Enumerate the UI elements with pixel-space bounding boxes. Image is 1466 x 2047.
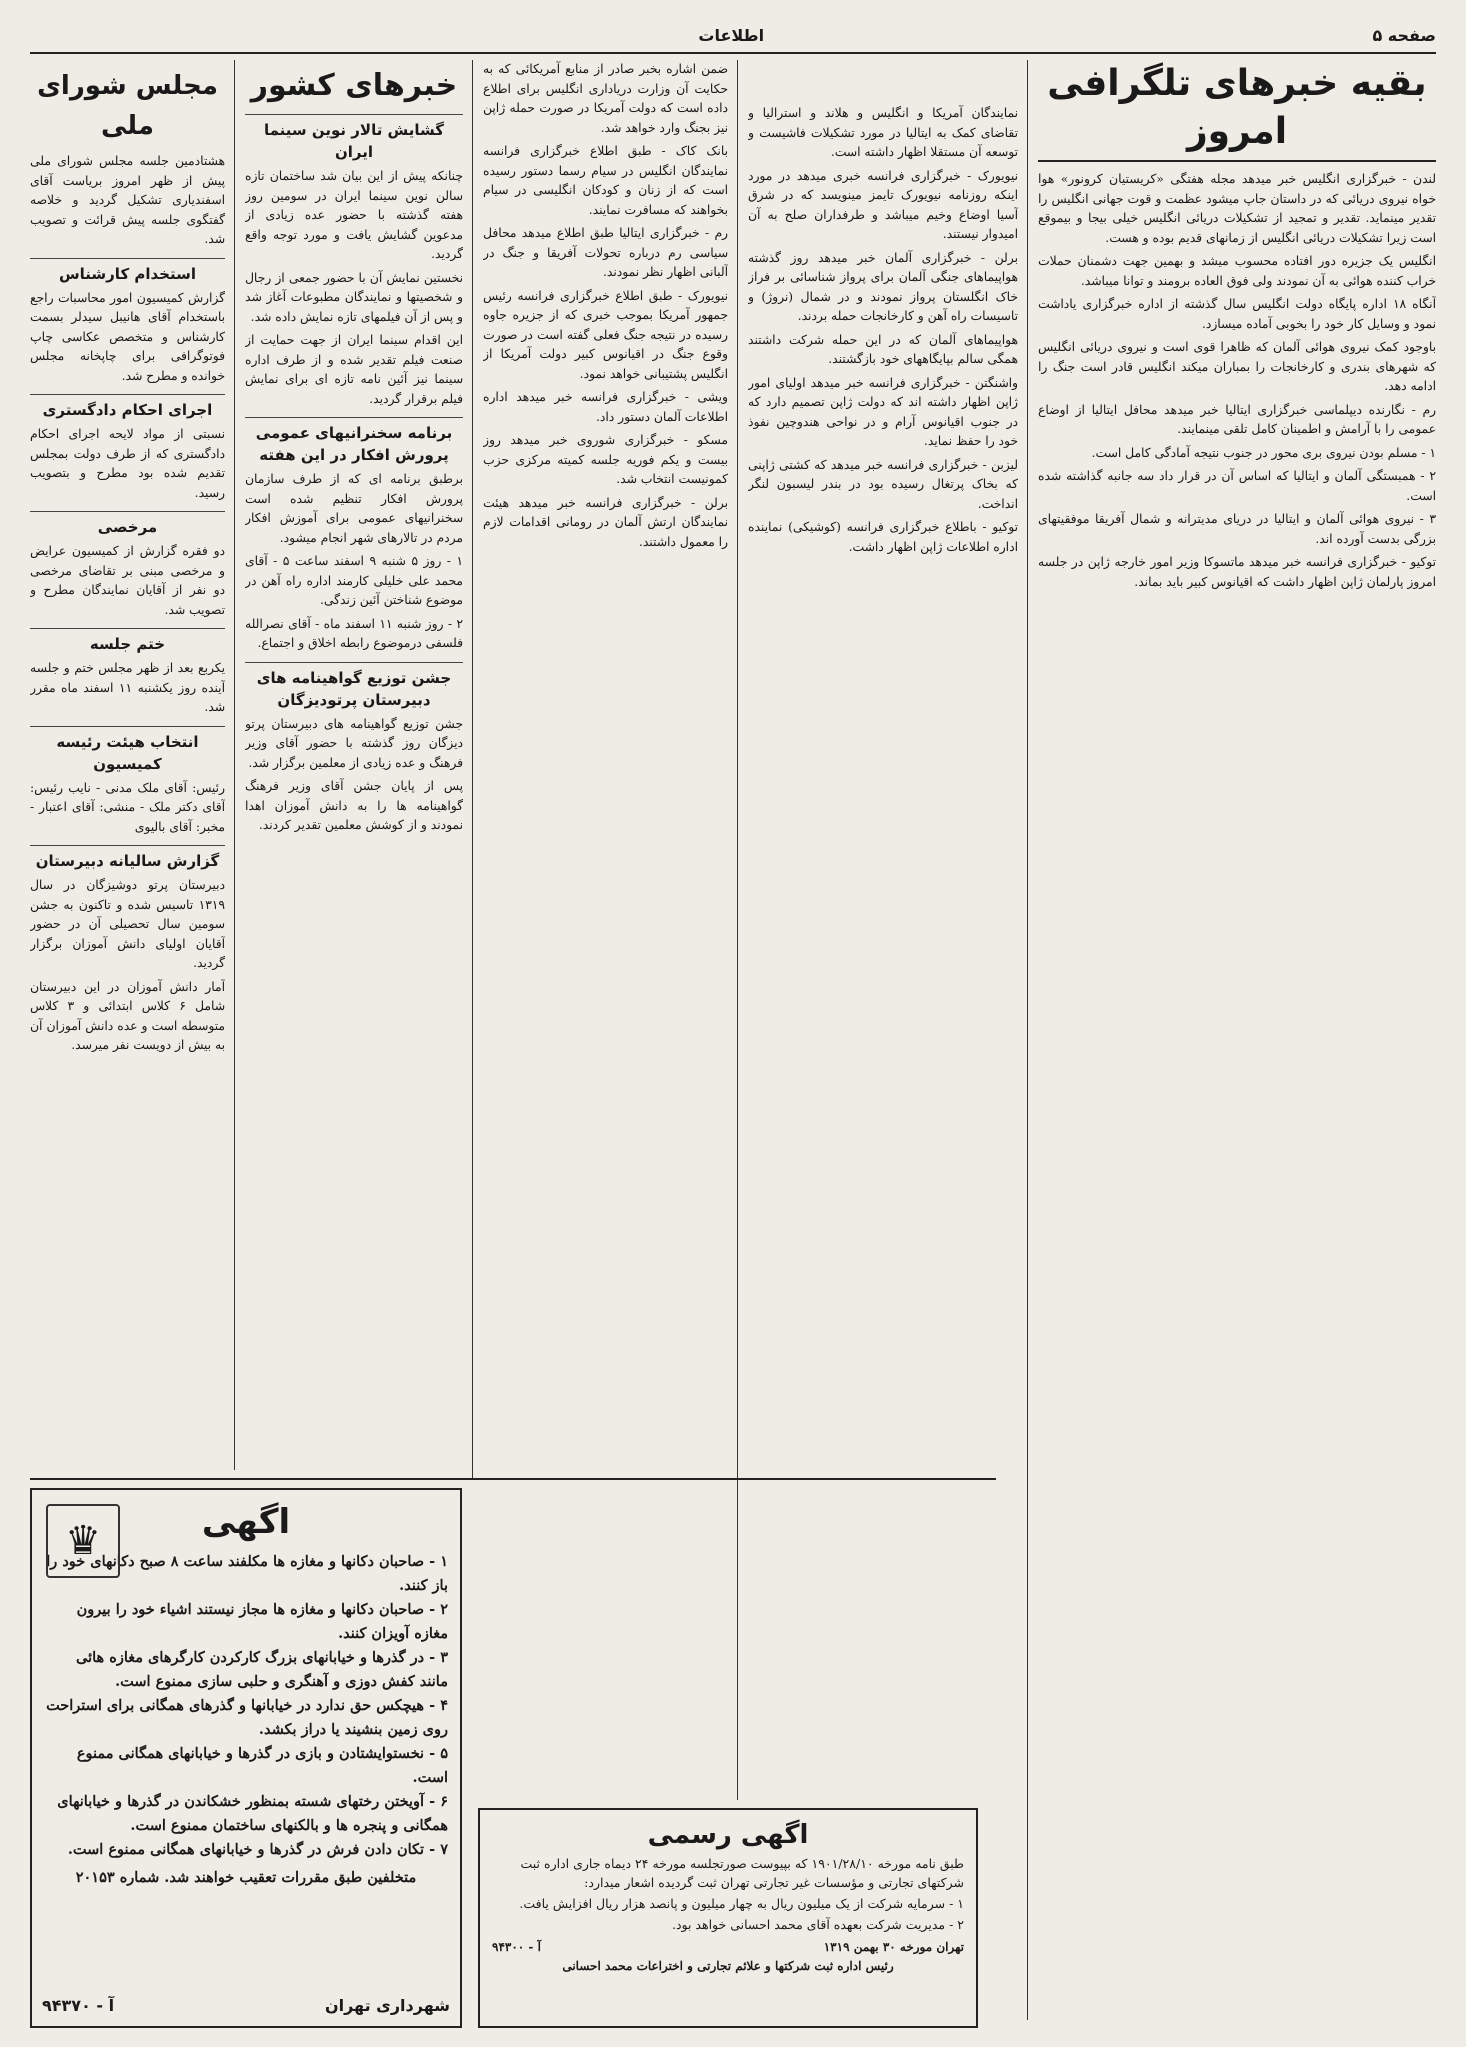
official-notice bbox=[478, 1808, 978, 2028]
column-telegraph-news bbox=[1038, 60, 1436, 1790]
subheading: گشایش تالار نوین سینما ایران bbox=[245, 114, 463, 163]
article-paragraph: دبیرستان پرتو دوشیزگان در سال ۱۳۱۹ تاسیس شده و تاکنون به جشن سومین سال تحصیلی آن در حضور آقایان اولیای دانش آموزان برگزار گردید. bbox=[30, 878, 225, 970]
masthead-bar bbox=[30, 18, 1436, 54]
article-paragraph: برلن - خبرگزاری فرانسه خبر میدهد هیئت نمایندگان ارتش آلمان در رومانی اقدامات لازم را معمول داشتند. bbox=[483, 495, 728, 549]
article-paragraph: دو فقره گزارش از کمیسیون عرایض و مرخصی مبنی بر تقاضای مرخصی دو نفر از آقایان نمایندگان مطرح و تصویب شد. bbox=[30, 544, 225, 617]
notice-item: ۱ - صاحبان دکانها و مغازه ها مکلفند ساعت ۸ صبح دکانهای خود را باز کنند. bbox=[46, 1553, 448, 1594]
article-paragraph: واشنگتن - خبرگزاری فرانسه خبر میدهد اولیای امور ژاپن اظهار داشته اند که دولت ژاپن تصمیم دارد که در جنوب اقیانوس آرام و در نواحی هندوچین نفوذ خود را حفظ نماید. bbox=[748, 375, 1018, 448]
subheading: جشن توزیع گواهینامه های دبیرستان پرتودیزگان bbox=[245, 662, 463, 711]
column-divider bbox=[737, 60, 738, 1800]
article-paragraph: لیزبن - خبرگزاری فرانسه خبر میدهد که کشتی ژاپنی که بخاک پرتغال رسیده بود در بندر لیسبون لنگر انداخت. bbox=[748, 457, 1018, 511]
headline-domestic: خبرهای کشور bbox=[250, 68, 458, 103]
article-paragraph: ۲ - روز شنبه ۱۱ اسفند ماه - آقای نصرالله فلسفی درموضوع رابطه اخلاق و اجتماع. bbox=[245, 616, 463, 650]
notice-title: اگهی bbox=[201, 1502, 291, 1542]
article-paragraph: ۱ - مسلم بودن نیروی بری محور در جنوب نتیجه آمادگی کامل است. bbox=[1091, 445, 1436, 460]
article-paragraph: برطبق برنامه ای که از طرف سازمان پرورش افکار تنظیم شده است سخنرانیهای عمومی برای آموزش افکار مردم در تالارهای شهر انجام میشود. bbox=[245, 472, 463, 545]
official-notice-title: اگهی رسمی bbox=[647, 1820, 809, 1850]
official-notice-ref: آ - ۹۴۳۰۰ bbox=[492, 1940, 541, 1954]
article-paragraph: ۲ - همبستگی آلمان و ایتالیا که اساس آن در قرار داد سه جانبه گذاشته شده است. bbox=[1038, 469, 1436, 503]
emblem-icon: ♛ bbox=[46, 1504, 120, 1578]
notice-item: ۶ - آویختن رختهای شسته بمنظور خشکاندن در گذرها و خیابانهای همگانی و پنجره ها و بالکنهای ساختمان ممنوع است. bbox=[57, 1793, 448, 1834]
article-paragraph: رئیس: آقای ملک مدنی - نایب رئیس: آقای دکتر ملک - منشی: آقای اعتبار - مخبر: آقای بالیوی bbox=[30, 780, 225, 834]
article-paragraph: نیویورک - خبرگزاری فرانسه خبری میدهد در مورد اینکه روزنامه نیویورک تایمز مینویسد که در شرق آسیا اوضاع وخیم میباشد و طرفداران صلح به آن امیدوار نیستند. bbox=[748, 168, 1018, 241]
article-paragraph: نسبتی از مواد لایحه اجرای احکام دادگستری که از طرف دولت بمجلس تقدیم شده بود مطرح و بتصویب رسید. bbox=[30, 427, 225, 500]
notice-item: ۵ - نخستوایشتادن و بازی در گذرها و خیابانهای همگانی ممنوع است. bbox=[76, 1745, 448, 1786]
official-notice-text: ۱ - سرمایه شرکت از یک میلیون ریال به چهار میلیون و پانصد هزار ریال افزایش یافت. bbox=[519, 1896, 964, 1911]
article-paragraph: هواپیماهای آلمان که در این حمله شرکت داشتند همگی سالم بپایگاههای خود بازگشتند. bbox=[748, 332, 1018, 366]
article-paragraph: لندن - خبرگزاری انگلیس خبر میدهد مجله هفتگی «کریستیان کرونور» هوا خواه نیروی دریائی که در داستان جاپ میشود عظمت و قوت جهانی انگلیس را تقدیر مینماید. تقدیر و تمجید از تشکیلات دریائی انگلیس خیلی بیجا و بیموقع است زیرا تشکیلات دریائی انگلیس از زمانهای قدیم بوده و هست. bbox=[1038, 172, 1436, 245]
section-divider bbox=[30, 1478, 996, 1480]
article-paragraph: مسکو - خبرگزاری شوروی خبر میدهد روز بیست و یکم فوریه جلسه کمیته مرکزی حزب کمونیست انتخاب شد. bbox=[483, 433, 728, 486]
subheading: مرخصی bbox=[30, 511, 225, 538]
article-paragraph: آنگاه ۱۸ اداره پایگاه دولت انگلیس سال گذشته از اداره خبرگزاری یاداشت نمود و وسایل کار خود را بخوبی آماده میسازد. bbox=[1038, 297, 1436, 331]
article-paragraph: هشتادمین جلسه مجلس شورای ملی پیش از ظهر امروز بریاست آقای اسفندیاری تشکیل گردید و خلاصه گفتگوی جلسه پیش قرائت و تصویب شد. bbox=[30, 154, 225, 246]
article-paragraph: برلن - خبرگزاری آلمان خبر میدهد روز گذشته هواپیماهای جنگی آلمان برای پرواز شناسائی بر فراز خاک انگلستان پرواز نمودند و در شمال (نروژ) و تاسیسات راه آهن و کارخانجات حمله بردند. bbox=[748, 250, 1018, 323]
headline-telegraph: بقیه خبرهای تلگرافی امروز bbox=[1038, 60, 1436, 162]
subheading: اجرای احکام دادگستری bbox=[30, 394, 225, 421]
article-paragraph: ضمن اشاره بخبر صادر از منابع آمریکائی که به حکایت آن وزارت دریاداری انگلیس برای اطلاع داده است که دولت آمریکا در صورت حمله ژاپن نیز بجنگ وارد خواهد شد. bbox=[483, 62, 728, 135]
article-paragraph: رم - خبرگزاری ایتالیا طبق اطلاع میدهد محافل سیاسی رم درباره تحولات آفریقا و جنگ در آلبانی اظهار نظر نمودند. bbox=[483, 226, 728, 279]
article-paragraph: انگلیس یک جزیره دور افتاده محسوب میشد و بهمین جهت دشمنان حملات خراب کننده هوائی به آن نمودند ولی فوق العاده برومند و توانا میباشد. bbox=[1038, 254, 1436, 288]
article-paragraph: ۳ - نیروی هوائی آلمان و ایتالیا در دریای مدیترانه و شمال آفریقا موفقیتهای بزرگی بدست آورده اند. bbox=[1038, 512, 1436, 546]
notice-item: ۴ - هیچکس حق ندارد در خیابانها و گذرهای همگانی برای استراحت روی زمین بنشیند یا دراز بکشد. bbox=[46, 1697, 448, 1738]
article-paragraph: چنانکه پیش از این بیان شد ساختمان تازه سالن نوین سینما ایران در سومین روز هفته گذشته با حضور عده زیادی از مدعوین گشایش یافت و مورد توجه واقع گردید. bbox=[245, 169, 463, 261]
notice-footer: متخلفین طبق مقررات تعقیب خواهند شد. شماره ۲۰۱۵۳ bbox=[75, 1869, 417, 1886]
notice-item: ۳ - در گذرها و خیابانهای بزرگ کارکردن کارگرهای مغازه هائی مانند کفش دوزی و آهنگری و حلبی سازی ممنوع است. bbox=[76, 1649, 448, 1690]
paper-name: اطلاعات bbox=[698, 25, 765, 45]
subheading: گزارش سالیانه دبیرستان bbox=[30, 845, 225, 872]
subheading: انتخاب هیئت رئیسه کمیسیون bbox=[30, 726, 225, 775]
column-divider bbox=[234, 60, 235, 1470]
article-paragraph: ۱ - روز ۵ شنبه ۹ اسفند ساعت ۵ - آقای محمد علی خلیلی کارمند اداره راه آهن در موضوع شناختن آئین زندگی. bbox=[245, 554, 463, 607]
article-paragraph: باوجود کمک نیروی هوائی آلمان که ظاهرا قوی است و نیروی دریائی انگلیس که شهرهای بندری و کارخانجات را بمباران میکند انگلیس قادر است جنگ را ادامه دهد. bbox=[1038, 340, 1436, 393]
article-paragraph: بانک کاک - طبق اطلاع خبرگزاری فرانسه نمایندگان انگلیس در سیام رسما دستور رسیده است که از زنان و کودکان انگلیسی در سیام بخواهند که مسافرت نمایند. bbox=[483, 144, 728, 217]
column-news-3 bbox=[483, 60, 728, 1720]
official-notice-date: تهران مورخه ۳۰ بهمن ۱۳۱۹ bbox=[823, 1940, 964, 1954]
article-paragraph: یکربع بعد از ظهر مجلس ختم و جلسه آینده روز یکشنبه ۱۱ اسفند ماه مقرر شد. bbox=[30, 661, 225, 714]
page-label: صفحه ۵ bbox=[1372, 25, 1436, 45]
notice-item: ۲ - صاحبان دکانها و مغازه ها مجاز نیستند اشیاء خود را بیرون مغازه آویزان کنند. bbox=[76, 1601, 448, 1642]
article-paragraph: ویشی - خبرگزاری فرانسه خبر میدهد اداره اطلاعات آلمان دستور داد. bbox=[483, 390, 728, 424]
headline-parliament: مجلس شورای ملی bbox=[37, 71, 218, 141]
article-paragraph: نیویورک - طبق اطلاع خبرگزاری فرانسه رئیس جمهور آمریکا بموجب خبری که از جزیره جاوه رسیده در نتیجه جنگ فعلی گفته است در صورت وقوع جنگ در اقیانوس کبیر دولت آمریکا از انگلیس پشتیبانی خواهد نمود. bbox=[483, 288, 728, 381]
official-notice-text: ۲ - مدیریت شرکت بعهده آقای محمد احسانی خواهد بود. bbox=[671, 1917, 964, 1932]
column-domestic-news bbox=[245, 60, 463, 1470]
article-paragraph: آمار دانش آموزان در این دبیرستان شامل ۶ کلاس ابتدائی و ۳ کلاس متوسطه است و عده دانش آموزان آن به بیش از دویست نفر میرسد. bbox=[30, 979, 225, 1052]
article-paragraph: نخستین نمایش آن با حضور جمعی از رجال و شخصیتها و نمایندگان مطبوعات آغاز شد و پس از آن فیلمهای تازه نمایش داده شد. bbox=[245, 270, 463, 324]
notice-number: آ - ۹۴۳۷۰ bbox=[42, 1996, 115, 2015]
article-paragraph: گزارش کمیسیون امور محاسبات راجع باستخدام آقای هانیبل سیدلر بسمت کارشناس و متخصص عکاسی چاپ فوتوگرافی برای چاپخانه مجلس خوانده و مطرح شد. bbox=[30, 290, 225, 383]
official-notice-sign: رئیس اداره ثبت شرکتها و علائم تجارتی و اختراعات محمد احسانی bbox=[562, 1959, 894, 1973]
notice-signature: شهرداری تهران bbox=[324, 1996, 450, 2015]
municipality-notice bbox=[30, 1488, 462, 2028]
article-paragraph: جشن توزیع گواهینامه های دبیرستان پرتو دیزگان روز گذشته با حضور آقای وزیر فرهنگ و عده زیادی از معلمین برگزار شد. bbox=[245, 716, 463, 770]
subheading: استخدام کارشناس bbox=[30, 258, 225, 285]
notice-signature-row bbox=[42, 1994, 450, 2018]
article-paragraph: توکیو - خبرگزاری فرانسه خبر میدهد ماتسوکا وزیر امور خارجه ژاپن در جلسه امروز پارلمان ژاپن اظهار داشت که اقیانوس کبیر باید بماند. bbox=[1038, 555, 1436, 589]
article-paragraph: پس از پایان جشن آقای وزیر فرهنگ گواهینامه ها را به دانش آموزان اهدا نمودند و از کوشش معلمین تقدیر کردند. bbox=[245, 779, 463, 832]
article-paragraph: نمایندگان آمریکا و انگلیس و هلاند و استرالیا و تقاضای کمک به ایتالیا در مورد تشکیلات فاشیست و توسعه آن مستقلا اظهار داشته است. bbox=[748, 106, 1018, 159]
column-divider bbox=[1027, 60, 1028, 2020]
subheading: برنامه سخنرانیهای عمومی پرورش افکار در این هفته bbox=[245, 417, 463, 466]
article-paragraph: رم - نگارنده دیپلماسی خبرگزاری ایتالیا خبر میدهد محافل ایتالیا از اوضاع عمومی را با آرامش و اطمینان کامل تلقی مینمایند. bbox=[1038, 402, 1436, 436]
notice-item: ۷ - تکان دادن فرش در گذرها و خیابانهای همگانی ممنوع است. bbox=[67, 1841, 448, 1858]
official-notice-text: طبق نامه مورخه ۱۹۰۱/۲۸/۱۰ که بپیوست صورتجلسه مورخه ۲۴ دیماه جاری اداره ثبت شرکتهای تجارتی و مؤسسات غیر تجارتی تهران ثبت گردیده اشعار میدارد: bbox=[520, 1856, 964, 1890]
article-paragraph: این اقدام سینما ایران از جهت حمایت از صنعت فیلم تقدیر شده و از طرف اداره سینما نیز آئین نامه تازه ای برای نمایش فیلم برقرار گردید. bbox=[245, 333, 463, 406]
official-notice-footer bbox=[492, 1938, 964, 1957]
column-news-2 bbox=[748, 104, 1018, 1844]
column-divider bbox=[472, 60, 473, 1480]
column-parliament bbox=[30, 60, 225, 1470]
article-paragraph: توکیو - باطلاع خبرگزاری فرانسه (کوشیکی) نماینده اداره اطلاعات ژاپن اظهار داشت. bbox=[748, 520, 1018, 554]
subheading: ختم جلسه bbox=[30, 628, 225, 655]
